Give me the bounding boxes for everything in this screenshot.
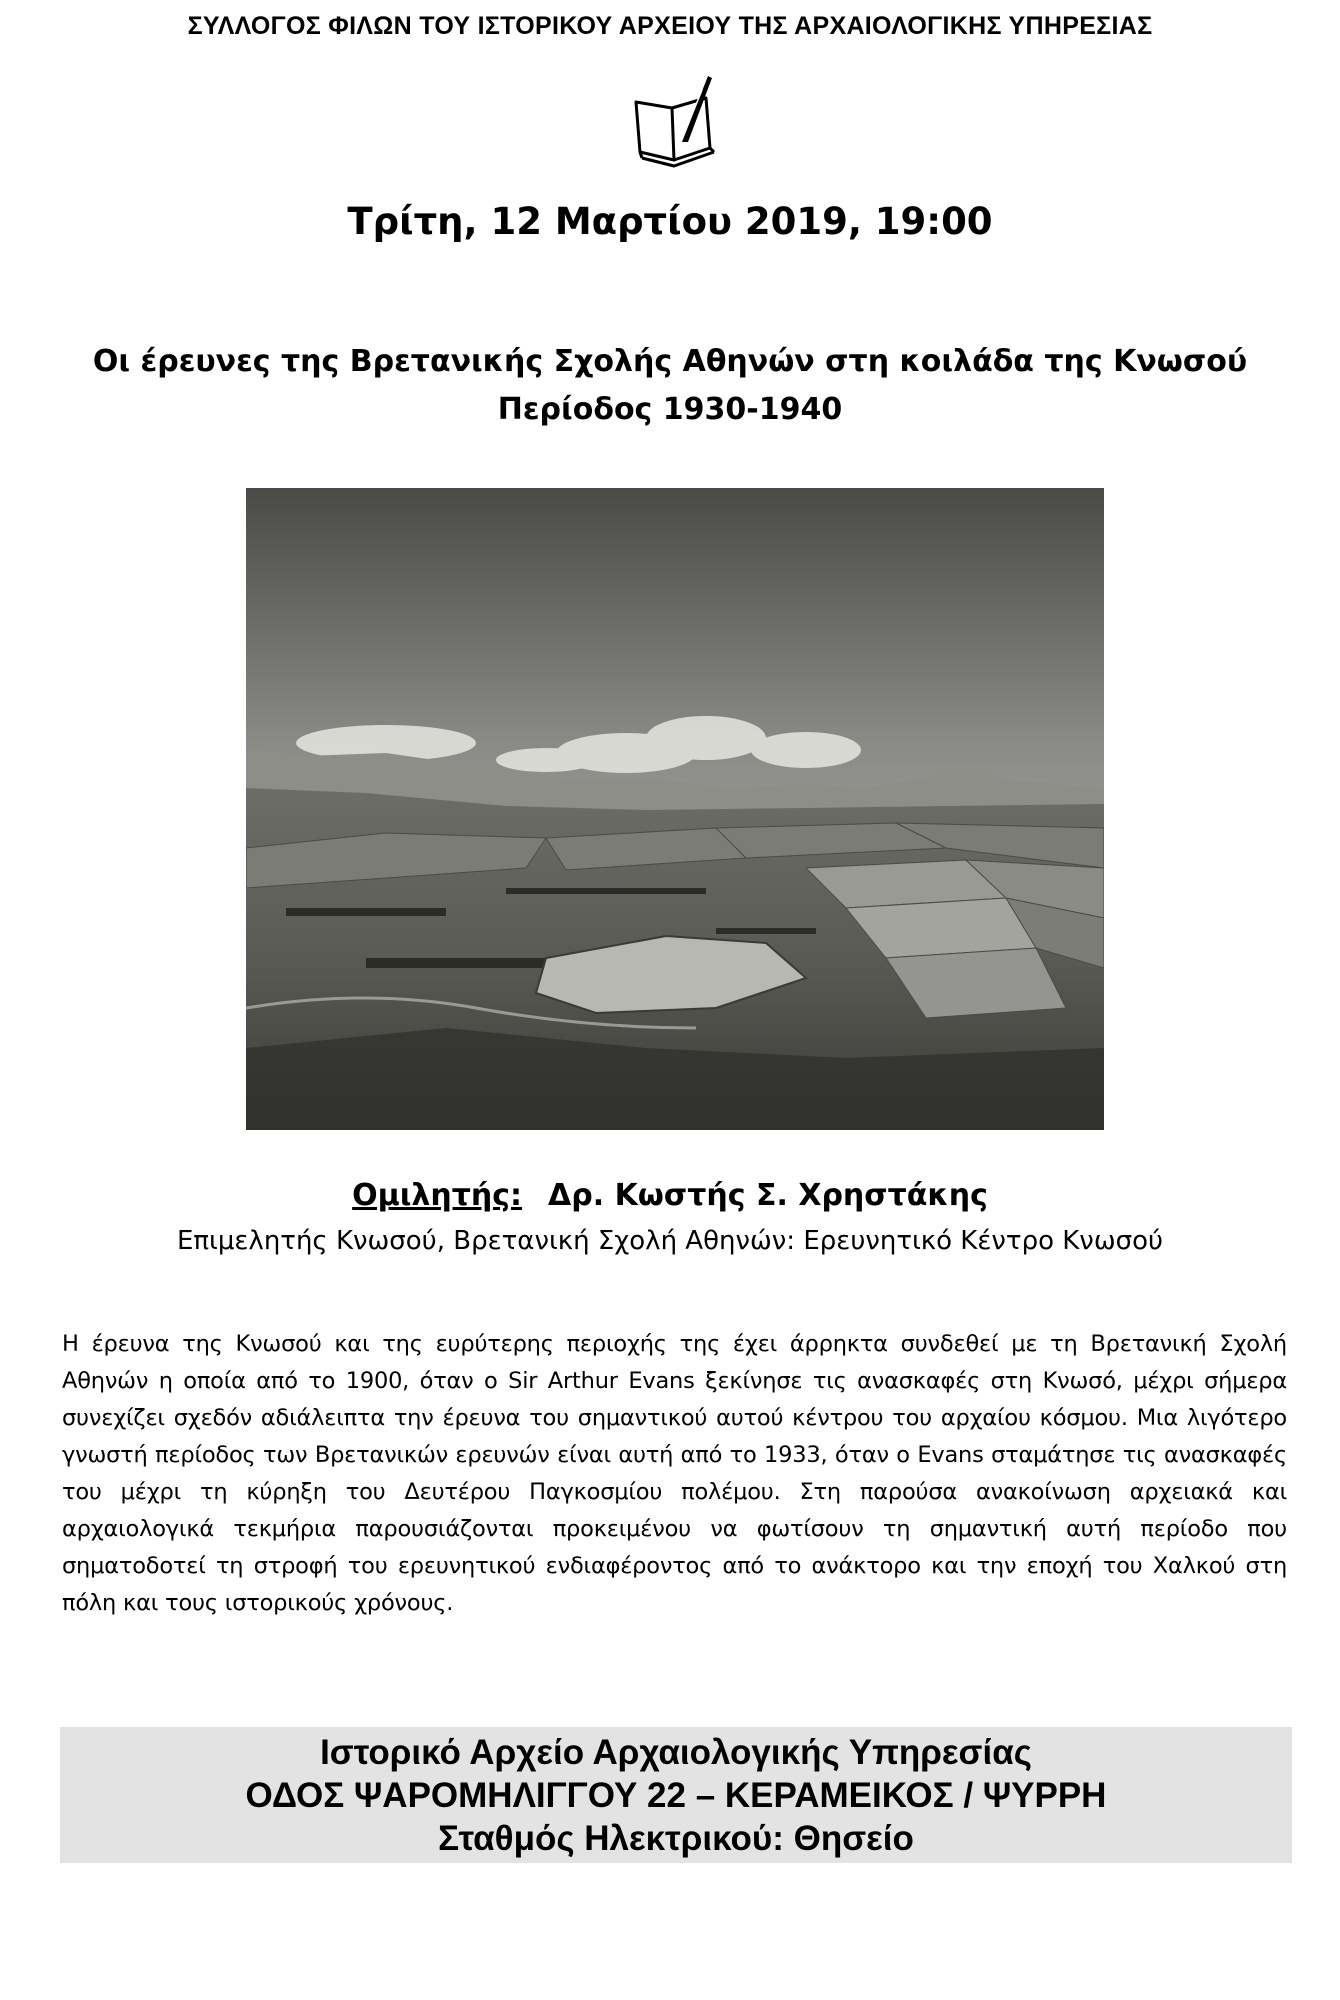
speaker-name: Δρ. Κωστής Σ. Χρηστάκης [548,1178,988,1213]
talk-title [0,338,1340,434]
venue-address: ΟΔΟΣ ΨΑΡΟΜΗΛΙΓΓΟΥ 22 – ΚΕΡΑΜΕΙΚΟΣ / ΨΥΡΡΗ [245,1776,1107,1815]
abstract-paragraph: Η έρευνα της Κνωσού και της ευρύτερης περιοχής της έχει άρρηκτα συνδεθεί με τη Βρετανική Σχολή Αθηνών η οποία από το 1900, όταν ο Sir Arthur Evans ξεκίνησε τις ανασκαφές στη Κνωσό, μέχρι σήμερα συνεχίζει σχεδόν αδιάλειπτα την έρευνα του σημαντικού αυτού κέντρου του αρχαίου κόσμου. Μια λιγότερο γνωστή περίοδος των Βρετανικών ερευνών είναι αυτή από το 1933, όταν ο Evans σταμάτησε τις ανασκαφές του μέχρι τη κύρηξη του Δευτέρου Παγκοσμίου πολέμου. Στη παρούσα ανακοίνωση αρχειακά και αρχαιολογικά τεκμήρια παρουσιάζονται προκειμένου να φωτίσουν τη σημαντική αυτή περίοδο που σηματοδοτεί τη στροφή του ερευνητικού ενδιαφέροντος από το ανάκτορο και την εποχή του Χαλκού στη πόλη και τους ιστορικούς χρόνους. [62,1331,1287,1616]
event-datetime: Τρίτη, 12 Μαρτίου 2019, 19:00 [347,200,993,243]
venue-box [60,1727,1292,1863]
venue-name: Ιστορικό Αρχείο Αρχαιολογικής Υπηρεσίας [320,1733,1032,1772]
speaker-affiliation: Επιμελητής Κνωσού, Βρετανική Σχολή Αθηνών: Ερευνητικό Κέντρο Κνωσού [176,1226,1164,1256]
talk-title-line1: Οι έρευνες της Βρετανικής Σχολής Αθηνών στη κοιλάδα της Κνωσού [92,344,1248,379]
organization-name: ΣΥΛΛΟΓΟΣ ΦΙΛΩΝ ΤΟΥ ΙΣΤΟΡΙΚΟΥ ΑΡΧΕΙΟΥ ΤΗΣ ΑΡΧΑΙΟΛΟΓΙΚΗΣ ΥΠΗΡΕΣΙΑΣ [187,12,1153,40]
speaker-line [0,1178,1340,1213]
venue-station: Σταθμός Ηλεκτρικού: Θησείο [438,1819,914,1858]
aerial-valley-photo [246,488,1104,1130]
talk-title-line2: Περίοδος 1930-1940 [497,392,843,427]
open-book-quill-icon [628,72,720,168]
speaker-label: Ομιλητής: [352,1178,523,1213]
